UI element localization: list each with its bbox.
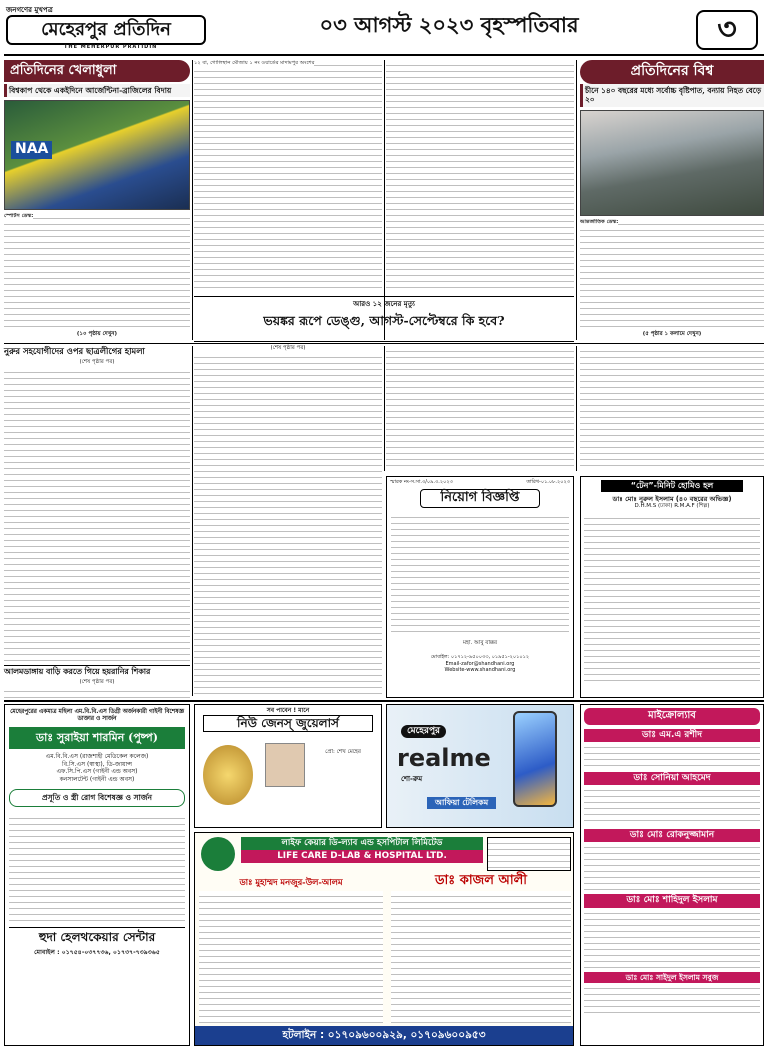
realme-brand: realme xyxy=(397,744,491,772)
notice-website[interactable]: Website-www.shandhani.org xyxy=(444,666,516,673)
dengue-kicker: আরও ১২ জনের মৃত্যু xyxy=(353,299,415,308)
football-match-photo xyxy=(4,100,190,210)
microlab-doctor-1: ডাঃ এম.এ রশীদ xyxy=(584,729,760,742)
world-body-text xyxy=(580,219,764,329)
col3-article-text xyxy=(386,60,574,292)
pushpo-intro: মেহেরপুরের একমাত্র মহিলা এম.বি.বি.এস ডিগ্রী অর্জনকারী গাইনী বিশেষজ্ঞ ডাক্তার ও সার্জন xyxy=(10,709,184,723)
col2-first-line: ১২ বা, গোলিস্থান মৌজায় ১ নং ওয়ার্ডের মাদামপুর অংশের xyxy=(194,60,315,66)
dengue-body-col-a xyxy=(194,352,382,696)
sports-headline[interactable]: বিশ্বকাপ থেকে একইদিনে আর্জেন্টিনা-ব্রাজিলের বিদায় xyxy=(4,84,190,97)
lifecare-logo-icon xyxy=(201,837,235,871)
homeo-doctor: ডাঃ মোঃ নুরুল ইসলাম (৪০ বছরের অভিজ্ঞ) xyxy=(612,495,732,503)
world-byline: আন্তর্জাতিক ডেস্ক: xyxy=(580,219,619,225)
lifecare-doctor-2: ডাঃ কাজল আলী xyxy=(434,873,528,888)
attack-body-text xyxy=(4,367,190,663)
issue-date: ০৩ আগস্ট ২০২৩ বৃহস্পতিবার xyxy=(319,12,579,37)
tagline: জনগণের মুখপত্র xyxy=(6,6,53,14)
pushpo-degree-4: কনসালটেন্ট (গাইনী এন্ড অবস) xyxy=(59,775,135,783)
microlab-doctor-2: ডাঃ সোনিয়া আহমেদ xyxy=(584,772,760,785)
dengue-headline[interactable]: ভয়ঙ্কর রূপে ডেঙ্গু, আগস্ট-সেপ্টেম্বরে কি হবে? xyxy=(263,312,505,328)
pushpo-services-list xyxy=(9,813,185,923)
homeo-body xyxy=(584,513,760,683)
attack-headline[interactable]: নুরুর সহযোগীদের ওপর ছাত্রলীগের হামলা xyxy=(4,346,145,356)
notice-email[interactable]: Email-zafor@shandhani.org xyxy=(445,660,515,667)
masthead xyxy=(4,4,764,56)
world-headline[interactable]: চীনে ১৪০ বছরের মধ্যে সর্বোচ্চ বৃষ্টিপাত, বন্যায় নিহত বেড়ে ২০ xyxy=(580,84,764,107)
lifecare-doctor-1: ডাঃ মুহাম্মদ মনজুর-উল-আলম xyxy=(239,877,343,887)
realme-shop: আফিয়া টেলিকম xyxy=(427,797,496,809)
alamdanga-headline[interactable]: আলমডাঙ্গায় বাড়ি করতে গিয়ে হয়রানির শিকার xyxy=(4,667,151,676)
realme-ad xyxy=(386,704,574,828)
microlab-ad xyxy=(580,704,764,1046)
page-number: ৩ xyxy=(696,10,758,50)
world-section-banner: প্রতিদিনের বিশ্ব xyxy=(580,60,764,84)
pushpo-name: ডাঃ সুরাইয়া শারমিন (পুষ্প) xyxy=(9,727,185,749)
jewellers-owner: প্রো: শেখ মেহের xyxy=(325,749,361,755)
phone-image xyxy=(513,711,557,807)
pushpo-degree-3: এফ.সি.পি.এস (গাইনী এন্ড অবস) xyxy=(56,768,138,776)
flood-photo xyxy=(580,110,764,216)
photo-ad-board: NAA xyxy=(11,141,52,159)
notice-body xyxy=(391,512,569,632)
col4-body-text xyxy=(580,346,764,470)
pushpo-chamber: হুদা হেলথকেয়ার সেন্টার xyxy=(9,927,185,945)
lifecare-name-english: LIFE CARE D-LAB & HOSPITAL LTD. xyxy=(241,850,483,863)
jewellery-image xyxy=(203,745,253,805)
microlab-doctor-5: ডাঃ মোঃ সাইদুল ইসলাম সবুজ xyxy=(584,972,760,983)
pushpo-phone[interactable]: মোবাইল : ০১৭৫৪-০৩৭৭৩৬, ০১৭৩৭-৭৩৯৩৬৫ xyxy=(34,948,160,956)
notice-date: তারিখ-০১.০৮.২০২৩ xyxy=(526,479,570,485)
jewellers-name: নিউ জেনস্‌ জুয়েলার্স xyxy=(203,715,373,732)
microlab-name: মাইক্রোল্যাব xyxy=(584,708,760,725)
gynae-doctor-ad xyxy=(4,704,190,1046)
lifecare-name: লাইফ কেয়ার ডি-ল্যাব এন্ড হসপিটাল লিমিটেড xyxy=(241,837,483,850)
lifecare-doctor-1-details xyxy=(199,891,383,1023)
newspaper-logo: মেহেরপুর প্রতিদিন xyxy=(6,15,206,45)
dengue-continued: (শেষ পৃষ্ঠার পর) xyxy=(270,345,306,351)
realme-showroom: শো-রুম xyxy=(401,775,423,783)
sports-body-text xyxy=(4,213,190,331)
recruitment-notice xyxy=(386,476,574,698)
sports-continued[interactable]: (১০ পৃষ্ঠায় দেখুন) xyxy=(76,331,118,337)
owner-photo xyxy=(265,743,305,787)
notice-phone: মোবাইল: ০১৭১২-৯৫০০৩৩, ০১৯৫১-২০১০১২ xyxy=(430,654,530,661)
dengue-body-col-b xyxy=(386,346,574,470)
notice-signer: মহা. আবু বাক্কর xyxy=(463,639,497,646)
microlab-doctor-3: ডাঃ মোঃ রোকনুজ্জামান xyxy=(584,829,760,842)
notice-title: নিয়োগ বিজ্ঞপ্তি xyxy=(420,489,540,507)
homeo-ad xyxy=(580,476,764,698)
homeo-degree: D.H.M.S (ঢাকা) R.M.A.F (শিল্প) xyxy=(634,503,710,510)
lifecare-hotline[interactable]: হটলাইন : ০১৭০৯৬০০৯২৯, ০১৭০৯৬০০৯৫৩ xyxy=(195,1026,573,1045)
col2-article-text xyxy=(194,60,382,292)
lifecare-hospital-ad xyxy=(194,832,574,1046)
jewellers-ad xyxy=(194,704,382,828)
pushpo-degree-1: এম.বি.বি.এস (রাজশাহী মেডিকেল কলেজ) xyxy=(45,753,149,761)
pushpo-specialty: প্রসূতি ও স্ত্রী রোগ বিশেষজ্ঞ ও সার্জন xyxy=(9,789,185,806)
homeo-title: “টেন”-মিনিট হোমিও হল xyxy=(601,480,743,492)
sports-byline: স্পোর্টস ডেস্ক: xyxy=(4,213,34,219)
alamdanga-body-text xyxy=(4,686,190,698)
jewellers-tagline: সব পাবেন ! মানে xyxy=(266,707,310,714)
realme-place: মেহেরপুর xyxy=(401,725,446,738)
microlab-doctor-4: ডাঃ মোঃ শাহিদুল ইসলাম xyxy=(584,894,760,907)
attack-continued: (শেষ পৃষ্ঠার পর) xyxy=(79,359,115,365)
world-continued[interactable]: (৫ পৃষ্ঠার ১ কলামে দেখুন) xyxy=(642,331,702,337)
logo-subtitle: THE MEHERPUR PRATIDIN xyxy=(64,44,158,50)
dengue-headline-block xyxy=(194,296,574,342)
lifecare-doctor-2-details xyxy=(391,891,571,1023)
pushpo-degree-2: বি.সি.এস (স্বাস্থ্য), ডি-জায়ান্স xyxy=(62,760,132,768)
notice-ref: স্মারক নং-স.সা.৩/০৯.৩.২০২৩ xyxy=(390,479,453,485)
alamdanga-continued: (শেষ পৃষ্ঠার পর) xyxy=(79,679,115,685)
sports-section-banner: প্রতিদিনের খেলাধুলা xyxy=(4,60,190,82)
